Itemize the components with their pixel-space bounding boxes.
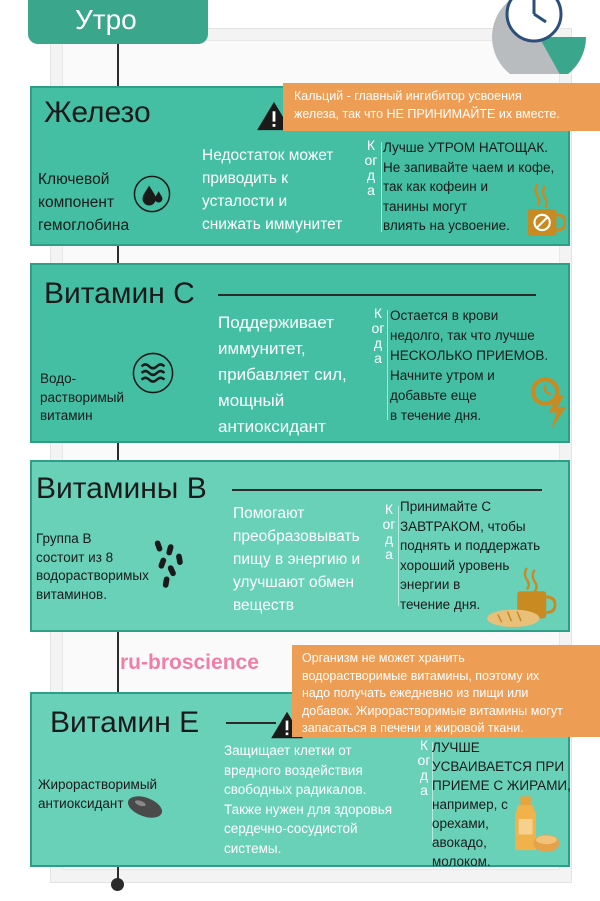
card-iron-role: Ключевой компонент гемоглобина xyxy=(38,171,130,234)
card-vitamin-c-benefit: Поддерживает иммунитет, прибавляет сил, мощный антиоксидант xyxy=(218,313,347,436)
card-vitamin-c-when: Остается в крови недолго, так что лучше НЕСКОЛЬКО ПРИЕМОВ. Начните утром и добавьте еще в течение дня. xyxy=(390,308,549,423)
watermark: ru-broscience xyxy=(120,651,259,674)
card-vitamin-c-title-rule xyxy=(218,294,536,296)
card-vitamin-e-title: Витамин Е xyxy=(50,706,200,739)
warning-storage-note: Организм не может хранить водорастворимые витамины, поэтому их надо получать ежедневно из пищи или добавок. Жирорастворимые витамины могут запасаться в печени и жировой ткани. xyxy=(292,645,600,737)
timeline-end-dot xyxy=(111,878,124,891)
card-vitamin-b-benefit: Помогают преобразовывать пищу в энергию и улучшают обмен веществ xyxy=(233,505,361,614)
card-vitamin-c-role: Водо- растворимый витамин xyxy=(40,371,125,423)
card-vitamin-c-title: Витамин С xyxy=(44,277,195,310)
warning-calcium-note: Кальций - главный ингибитор усвоения железа, так что НЕ ПРИНИМАЙТЕ их вместе. xyxy=(283,83,600,131)
card-vitamin-c-when-label: Когда xyxy=(371,305,385,366)
softgel-pill-icon xyxy=(124,792,166,822)
blood-drop-icon xyxy=(133,175,171,213)
card-vitamin-b-when: Принимайте С ЗАВТРАКОМ, чтобы поднять и поддержать хороший уровень энергии в течение дня. xyxy=(400,499,541,612)
card-vitamin-b-role: Группа В состоит из 8 водорастворимых витаминов. xyxy=(36,531,149,602)
card-vitamin-b-title: Витамины В xyxy=(36,472,207,505)
capsules-icon xyxy=(150,538,188,592)
card-iron-divider xyxy=(381,142,382,232)
no-coffee-icon xyxy=(524,182,566,240)
card-iron-when: Лучше УТРОМ НАТОЩАК. Не запивайте чаем и кофе, так как кофеин и танины могут влиять на усвоение. xyxy=(383,140,555,233)
water-waves-icon xyxy=(132,352,174,394)
clock-lightning-icon xyxy=(528,374,570,432)
page-title: Утро xyxy=(75,4,137,35)
card-vitamin-e-when: ЛУЧШЕ УСВАИВАЕТСЯ ПРИ ПРИЕМЕ С ЖИРАМИ, например, с орехами, авокадо, молоком. xyxy=(432,740,571,869)
card-vitamin-b-title-rule xyxy=(232,489,542,491)
card-vitamin-e-when-label: Когда xyxy=(417,737,431,798)
card-iron-when-label: Когда xyxy=(364,137,378,198)
card-vitamin-b-divider xyxy=(398,506,399,606)
milk-nuts-icon xyxy=(510,794,562,856)
card-vitamin-b-when-label: Когда xyxy=(382,501,396,562)
card-iron-benefit: Недостаток может приводить к усталости и снижать иммунитет xyxy=(202,147,343,233)
card-vitamin-e-role: Жирорастворимый антиоксидант xyxy=(38,777,158,811)
coffee-bread-icon xyxy=(486,566,560,628)
clock-icon xyxy=(482,0,586,74)
card-vitamin-c-divider xyxy=(387,310,388,420)
card-iron-title: Железо xyxy=(44,96,151,129)
card-vitamin-e-benefit: Защищает клетки от вредного воздействия свободных радикалов. Также нужен для здоровья сердечно-сосудистой системы. xyxy=(224,743,393,856)
